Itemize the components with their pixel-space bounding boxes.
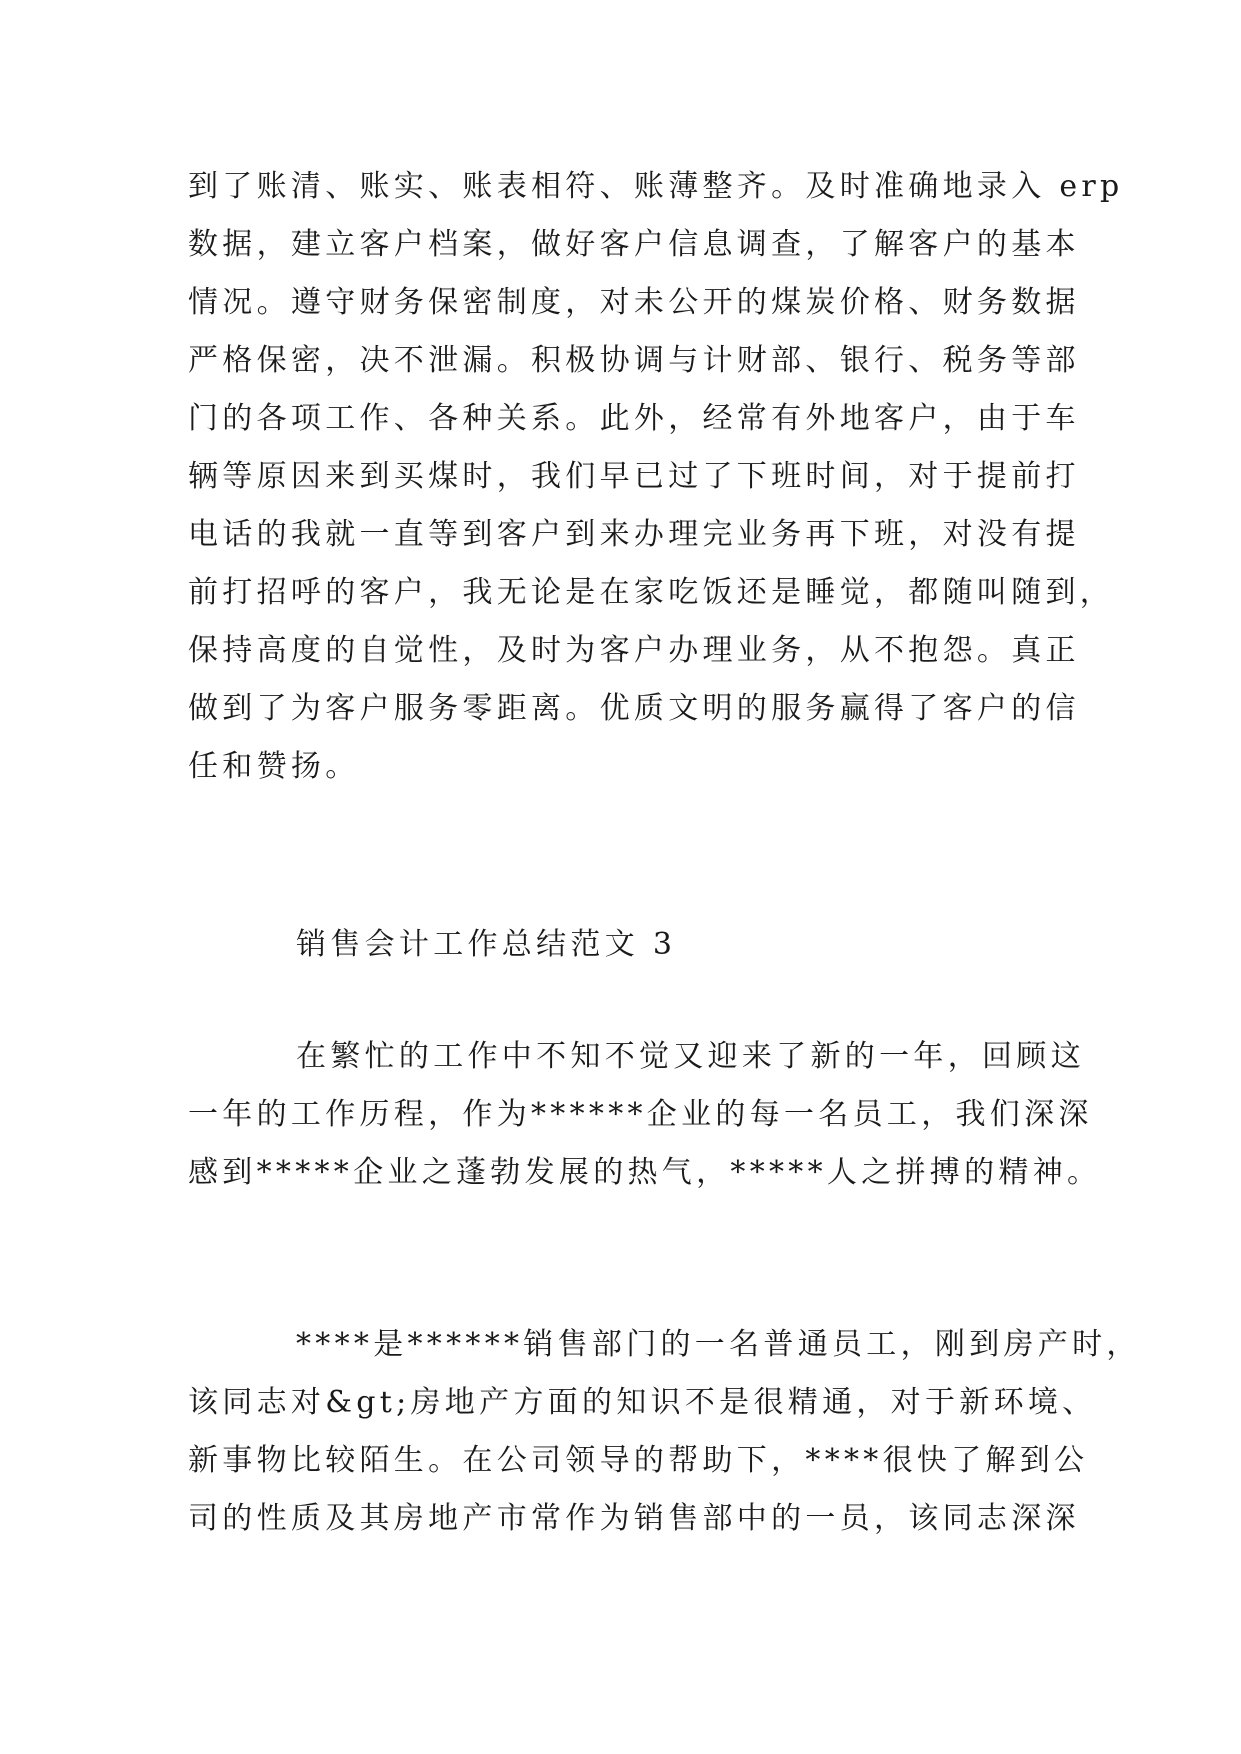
text-line: 一年的工作历程，作为******企业的每一名员工，我们深深 [188, 1097, 1093, 1132]
paragraph-1 [188, 158, 1124, 796]
paragraph-3 [188, 1316, 1141, 1548]
text-line: 到了账清、账实、账表相符、账薄整齐。及时准确地录入 erp [188, 169, 1124, 204]
text-line: 在繁忙的工作中不知不觉又迎来了新的一年，回顾这 [296, 1039, 1085, 1074]
text-line: 司的性质及其房地产市常作为销售部中的一员，该同志深深 [188, 1501, 1080, 1536]
text-line: 感到*****企业之蓬勃发展的热气，*****人之拼搏的精神。 [188, 1155, 1102, 1190]
text-line: 严格保密，决不泄漏。积极协调与计财部、银行、税务等部 [188, 343, 1080, 378]
paragraph-2 [188, 1028, 1102, 1202]
text-line: 电话的我就一直等到客户到来办理完业务再下班，对没有提 [188, 517, 1080, 552]
text-line: 保持高度的自觉性，及时为客户办理业务，从不抱怨。真正 [188, 633, 1080, 668]
text-line: 该同志对&gt;房地产方面的知识不是很精通，对于新环境、 [188, 1385, 1097, 1420]
text-line: ****是******销售部门的一名普通员工，刚到房产时， [296, 1327, 1141, 1362]
text-line: 数据，建立客户档案，做好客户信息调查，了解客户的基本 [188, 227, 1080, 262]
text-line: 任和赞扬。 [188, 749, 360, 784]
text-line: 做到了为客户服务零距离。优质文明的服务赢得了客户的信 [188, 691, 1080, 726]
text-line: 情况。遵守财务保密制度，对未公开的煤炭价格、财务数据 [188, 285, 1080, 320]
text-line: 门的各项工作、各种关系。此外，经常有外地客户，由于车 [188, 401, 1080, 436]
section-heading [188, 916, 1068, 974]
heading-text: 销售会计工作总结范文 3 [296, 927, 677, 962]
text-line: 辆等原因来到买煤时，我们早已过了下班时间，对于提前打 [188, 459, 1080, 494]
text-line: 新事物比较陌生。在公司领导的帮助下，****很快了解到公 [188, 1443, 1089, 1478]
text-line: 前打招呼的客户，我无论是在家吃饭还是睡觉，都随叫随到， [188, 575, 1115, 610]
